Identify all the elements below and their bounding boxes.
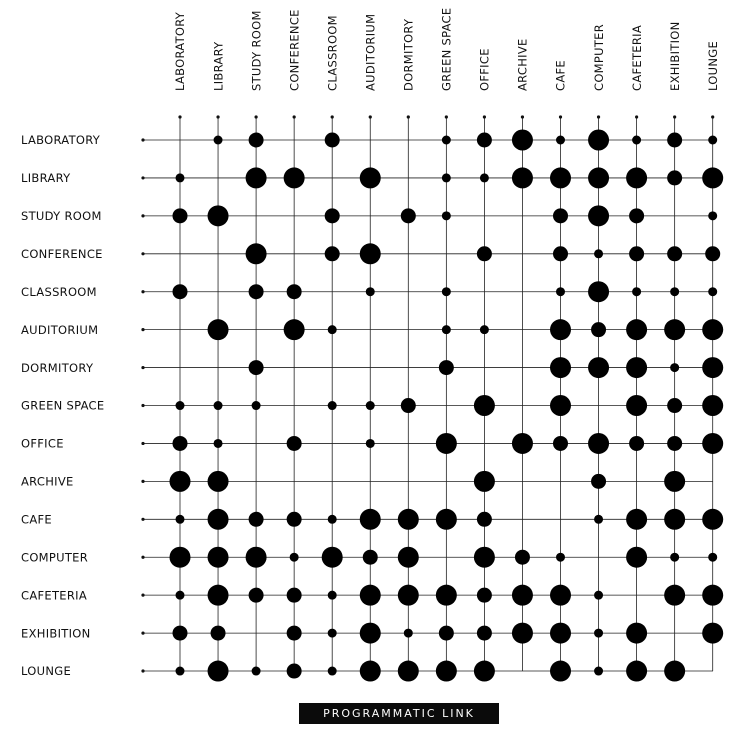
link-dot <box>664 585 685 606</box>
link-dot <box>477 588 492 603</box>
row-label-cafe: CAFE <box>21 512 52 527</box>
link-dot <box>436 509 457 530</box>
link-dot <box>208 585 229 606</box>
link-dot <box>325 208 340 223</box>
link-dot <box>588 205 609 226</box>
link-dot <box>702 319 723 340</box>
link-dot <box>173 626 188 641</box>
link-dot <box>556 136 565 145</box>
link-dot <box>702 623 723 644</box>
link-dot <box>626 547 647 568</box>
link-dot <box>708 287 717 296</box>
link-dot <box>246 243 267 264</box>
link-dot <box>626 357 647 378</box>
column-label-exhibition: EXHIBITION <box>667 21 682 91</box>
link-dot <box>398 547 419 568</box>
row-start-dot <box>141 404 144 407</box>
link-dot <box>401 208 416 223</box>
link-dot <box>211 626 226 641</box>
link-dot <box>287 626 302 641</box>
column-label-conference: CONFERENCE <box>287 9 302 91</box>
column-top-dot <box>711 115 714 118</box>
link-dot <box>442 173 451 182</box>
link-dot <box>176 401 185 410</box>
link-dot <box>328 591 337 600</box>
link-dot <box>629 208 644 223</box>
link-dot <box>512 167 533 188</box>
link-dot <box>594 667 603 676</box>
link-dot <box>632 287 641 296</box>
link-dot <box>667 436 682 451</box>
link-dot <box>702 585 723 606</box>
link-dot <box>515 550 530 565</box>
link-dot <box>594 629 603 638</box>
link-dot <box>708 136 717 145</box>
link-dot <box>477 626 492 641</box>
link-dot <box>556 287 565 296</box>
row-label-cafeteria: CAFETERIA <box>21 588 88 603</box>
link-dot <box>512 623 533 644</box>
link-dot <box>176 667 185 676</box>
column-top-dot <box>407 115 410 118</box>
link-dot <box>591 322 606 337</box>
row-start-dot <box>141 556 144 559</box>
link-dot <box>550 167 571 188</box>
link-dot <box>702 395 723 416</box>
row-label-classroom: CLASSROOM <box>21 284 97 299</box>
link-dot <box>284 167 305 188</box>
row-label-archive: ARCHIVE <box>21 474 74 489</box>
link-dot <box>594 249 603 258</box>
column-label-office: OFFICE <box>477 48 492 91</box>
link-dot <box>474 395 495 416</box>
link-dot <box>208 547 229 568</box>
link-dot <box>556 553 565 562</box>
link-dot <box>550 395 571 416</box>
row-label-computer: COMPUTER <box>21 550 89 565</box>
link-dot <box>670 553 679 562</box>
link-dot <box>588 357 609 378</box>
link-dot <box>512 433 533 454</box>
link-dot <box>401 398 416 413</box>
link-dot <box>287 588 302 603</box>
link-dot <box>702 433 723 454</box>
grid-lines <box>141 115 714 672</box>
row-label-auditorium: AUDITORIUM <box>21 322 99 337</box>
link-dot <box>360 167 381 188</box>
link-dot <box>588 130 609 151</box>
column-label-cafeteria: CAFETERIA <box>629 24 644 91</box>
link-dot <box>480 325 489 334</box>
link-dot <box>176 173 185 182</box>
link-dot <box>398 585 419 606</box>
column-label-green-space: GREEN SPACE <box>439 7 454 91</box>
link-dot <box>626 167 647 188</box>
column-label-cafe: CAFE <box>553 60 568 91</box>
link-dot <box>477 133 492 148</box>
column-top-dot <box>673 115 676 118</box>
link-dot <box>436 433 457 454</box>
link-dot <box>325 246 340 261</box>
link-dot <box>626 661 647 682</box>
row-label-library: LIBRARY <box>21 171 71 186</box>
link-dot <box>328 515 337 524</box>
link-dot <box>474 661 495 682</box>
link-dot <box>366 401 375 410</box>
link-dot <box>325 133 340 148</box>
column-top-dot <box>216 115 219 118</box>
link-dot <box>670 363 679 372</box>
link-dot <box>208 205 229 226</box>
link-dot <box>436 585 457 606</box>
link-dot <box>553 246 568 261</box>
link-dot <box>328 401 337 410</box>
link-dot <box>249 360 264 375</box>
column-label-laboratory: LABORATORY <box>173 11 188 91</box>
link-dot <box>208 661 229 682</box>
row-start-dot <box>141 631 144 634</box>
link-dot <box>702 357 723 378</box>
row-labels <box>21 133 104 678</box>
link-dot <box>439 360 454 375</box>
link-dot <box>360 509 381 530</box>
link-dot <box>173 284 188 299</box>
row-start-dot <box>141 214 144 217</box>
link-dot <box>360 661 381 682</box>
link-dot <box>667 398 682 413</box>
link-dot <box>442 325 451 334</box>
link-dot <box>170 471 191 492</box>
column-label-computer: COMPUTER <box>591 23 606 91</box>
link-dot <box>287 512 302 527</box>
column-top-dot <box>445 115 448 118</box>
link-dot <box>670 287 679 296</box>
link-dot <box>398 661 419 682</box>
link-dot <box>667 246 682 261</box>
column-top-dot <box>559 115 562 118</box>
row-start-dot <box>141 290 144 293</box>
link-dot <box>553 436 568 451</box>
row-start-dot <box>141 594 144 597</box>
column-top-dot <box>635 115 638 118</box>
row-label-green-space: GREEN SPACE <box>21 398 105 413</box>
link-dot <box>442 136 451 145</box>
link-dot <box>702 167 723 188</box>
link-dot <box>404 629 413 638</box>
column-top-dot <box>331 115 334 118</box>
column-top-dot <box>521 115 524 118</box>
link-dot <box>176 515 185 524</box>
link-dot <box>708 553 717 562</box>
link-dot <box>284 319 305 340</box>
link-dot <box>173 436 188 451</box>
link-dot <box>249 133 264 148</box>
link-dot <box>629 436 644 451</box>
link-dot <box>287 284 302 299</box>
link-dot <box>550 585 571 606</box>
link-dot <box>439 626 454 641</box>
row-start-dot <box>141 480 144 483</box>
row-start-dot <box>141 328 144 331</box>
column-label-archive: ARCHIVE <box>515 38 530 91</box>
link-dot <box>632 136 641 145</box>
row-start-dot <box>141 176 144 179</box>
link-dot <box>208 319 229 340</box>
link-dot <box>442 287 451 296</box>
link-dot <box>629 246 644 261</box>
link-dot <box>366 439 375 448</box>
link-dot <box>214 401 223 410</box>
link-dot <box>588 281 609 302</box>
link-dot <box>176 591 185 600</box>
link-dot <box>550 623 571 644</box>
column-top-dot <box>255 115 258 118</box>
link-dot <box>214 439 223 448</box>
link-dot <box>477 246 492 261</box>
link-dot <box>664 319 685 340</box>
link-dot <box>474 471 495 492</box>
link-dot <box>322 547 343 568</box>
link-dot <box>664 661 685 682</box>
column-top-dot <box>293 115 296 118</box>
row-start-dot <box>141 518 144 521</box>
link-dot <box>173 208 188 223</box>
column-label-dormitory: DORMITORY <box>401 18 416 91</box>
link-dot <box>249 588 264 603</box>
link-dot <box>550 319 571 340</box>
link-dot <box>363 550 378 565</box>
column-top-dot <box>597 115 600 118</box>
column-label-lounge: LOUNGE <box>705 40 720 91</box>
link-dot <box>208 509 229 530</box>
row-label-dormitory: DORMITORY <box>21 360 94 375</box>
link-dot <box>287 664 302 679</box>
link-dot <box>512 585 533 606</box>
link-dot <box>591 474 606 489</box>
link-dot <box>360 623 381 644</box>
column-label-library: LIBRARY <box>211 41 226 91</box>
column-top-dot <box>483 115 486 118</box>
column-labels <box>173 8 720 91</box>
link-dot <box>702 509 723 530</box>
link-dot <box>249 512 264 527</box>
link-dot <box>626 319 647 340</box>
link-dot <box>287 436 302 451</box>
link-dot <box>170 547 191 568</box>
link-dot <box>708 211 717 220</box>
link-dot <box>328 325 337 334</box>
link-dot <box>477 512 492 527</box>
link-dot <box>214 136 223 145</box>
link-dot <box>512 130 533 151</box>
link-dot <box>550 357 571 378</box>
link-dot <box>246 547 267 568</box>
link-dot <box>474 547 495 568</box>
link-dot <box>360 585 381 606</box>
link-dot <box>588 433 609 454</box>
link-dot <box>436 661 457 682</box>
column-top-dot <box>178 115 181 118</box>
link-dot <box>366 287 375 296</box>
row-label-conference: CONFERENCE <box>21 246 103 261</box>
row-start-dot <box>141 669 144 672</box>
link-dot <box>594 591 603 600</box>
row-label-study-room: STUDY ROOM <box>21 209 102 224</box>
row-start-dot <box>141 442 144 445</box>
link-dot <box>290 553 299 562</box>
link-dot <box>705 246 720 261</box>
link-dot <box>664 509 685 530</box>
link-dot <box>626 509 647 530</box>
link-dot <box>208 471 229 492</box>
link-dot <box>550 661 571 682</box>
caption-bar: PROGRAMMATIC LINK <box>299 703 499 724</box>
link-dot <box>588 167 609 188</box>
column-label-classroom: CLASSROOM <box>325 15 340 91</box>
row-start-dot <box>141 138 144 141</box>
column-label-auditorium: AUDITORIUM <box>363 13 378 91</box>
column-label-study-room: STUDY ROOM <box>249 10 264 91</box>
row-start-dot <box>141 366 144 369</box>
link-dot <box>480 173 489 182</box>
row-label-exhibition: EXHIBITION <box>21 626 91 641</box>
link-dot <box>360 243 381 264</box>
link-dot <box>328 667 337 676</box>
row-start-dot <box>141 252 144 255</box>
link-dot <box>626 623 647 644</box>
row-label-lounge: LOUNGE <box>21 664 72 679</box>
row-label-laboratory: LABORATORY <box>21 133 101 148</box>
row-label-office: OFFICE <box>21 436 64 451</box>
column-top-dot <box>369 115 372 118</box>
link-dot <box>442 211 451 220</box>
link-dot <box>664 471 685 492</box>
link-dot <box>246 167 267 188</box>
link-dot <box>594 515 603 524</box>
link-dot <box>398 509 419 530</box>
link-dot <box>252 667 261 676</box>
link-dot <box>667 133 682 148</box>
link-dot <box>328 629 337 638</box>
link-dot <box>626 395 647 416</box>
link-dot <box>252 401 261 410</box>
link-dot <box>249 284 264 299</box>
link-dot <box>667 170 682 185</box>
link-dot <box>553 208 568 223</box>
